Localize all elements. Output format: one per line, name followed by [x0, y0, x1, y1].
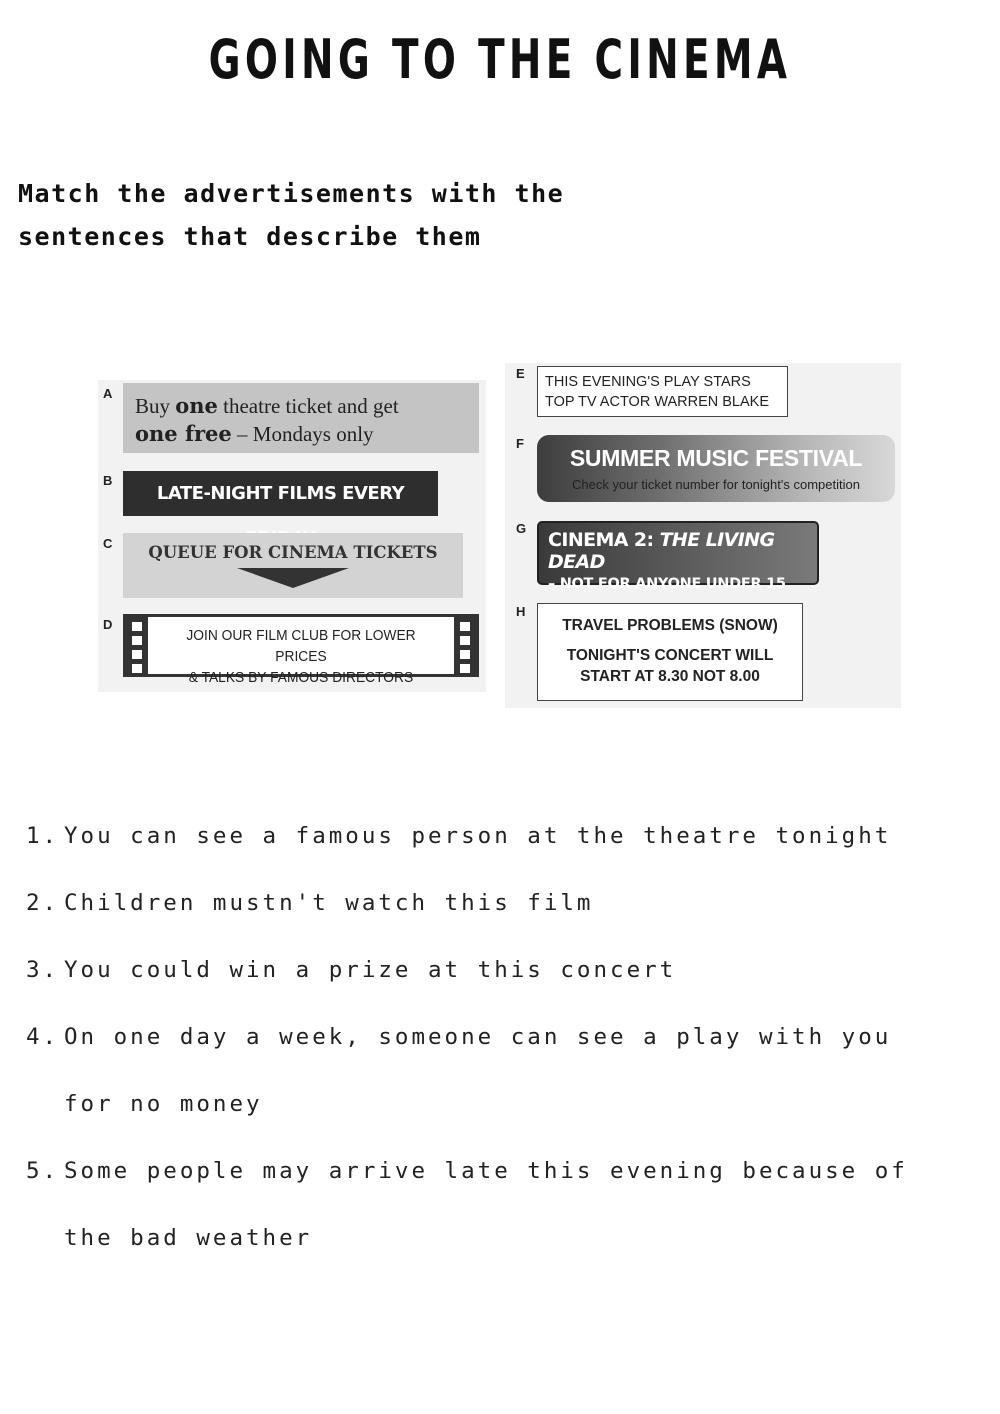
ad-letter-h: H — [516, 604, 526, 619]
ad-c-text: QUEUE FOR CINEMA TICKETS — [148, 543, 438, 562]
list-item-continuation — [26, 1071, 986, 1138]
page-title: GOING TO THE CINEMA — [208, 28, 792, 91]
ad-f-music-festival — [537, 435, 895, 502]
item-text: On one day a week, someone can see a play with you — [64, 1024, 892, 1050]
ad-h-heading: TRAVEL PROBLEMS (SNOW) — [562, 617, 778, 634]
instructions-line-2: sentences that describe them — [18, 222, 482, 251]
film-strip-icon — [454, 617, 476, 674]
ad-letter-a: A — [103, 386, 113, 401]
ad-a-text: – Mondays only — [231, 422, 374, 446]
item-number: 3. — [26, 957, 60, 983]
sentence-list — [26, 803, 986, 1272]
ad-h-line-3: START AT 8.30 NOT 8.00 — [580, 668, 760, 685]
item-text: You can see a famous person at the theatre tonight — [64, 823, 892, 849]
arrow-down-icon — [237, 568, 349, 588]
film-strip-icon — [126, 617, 148, 674]
ad-e-play-stars — [537, 366, 788, 417]
ad-d-film-club — [123, 614, 479, 686]
instructions — [18, 172, 678, 258]
ad-letter-f: F — [516, 436, 524, 451]
ad-g-age-limit: – NOT FOR ANYONE UNDER 15 — [548, 576, 786, 592]
item-number: 5. — [26, 1158, 60, 1184]
ad-b-late-night-films: LATE-NIGHT FILMS EVERY — [123, 471, 438, 516]
ad-g-film-title: THE LIVING DEAD — [548, 529, 775, 573]
list-item — [26, 870, 986, 937]
list-item — [26, 803, 986, 870]
ad-letter-c: C — [103, 536, 113, 551]
ad-f-subtext: Check your ticket number for tonight's competition — [572, 477, 860, 492]
list-item — [26, 1004, 986, 1071]
list-item — [26, 1138, 986, 1205]
ad-e-line-2: TOP TV ACTOR WARREN BLAKE — [545, 394, 770, 410]
ad-a-bold: one — [175, 393, 218, 418]
item-text: You could win a prize at this concert — [64, 957, 677, 983]
ad-c-queue-sign — [123, 533, 463, 598]
ad-letter-d: D — [103, 617, 113, 632]
ad-h-line-2: TONIGHT'S CONCERT WILL — [566, 647, 774, 664]
ad-letter-b: B — [103, 473, 113, 488]
ad-a-text: theatre ticket and get — [217, 394, 399, 418]
item-text: the bad weather — [64, 1225, 313, 1251]
ad-f-heading: SUMMER MUSIC FESTIVAL — [569, 445, 863, 471]
instructions-line-1: Match the advertisements with the — [18, 179, 565, 208]
list-item — [26, 937, 986, 1004]
ad-e-line-1: THIS EVENING'S PLAY STARS — [545, 374, 751, 390]
ad-a-text: Buy — [135, 394, 176, 418]
item-number: 1. — [26, 823, 60, 849]
item-number: 2. — [26, 890, 60, 916]
ad-d-line-2: & TALKS BY FAMOUS DIRECTORS — [188, 669, 414, 686]
ad-g-prefix: CINEMA 2: — [548, 529, 660, 551]
ad-d-text — [162, 625, 440, 688]
item-text: Children mustn't watch this film — [64, 890, 594, 916]
item-number: 4. — [26, 1024, 60, 1050]
ad-a-theatre-offer — [123, 383, 479, 453]
item-text: Some people may arrive late this evening because of — [64, 1158, 908, 1184]
ad-h-travel-problems — [537, 603, 803, 701]
ad-a-bold: one free — [135, 421, 232, 446]
item-text: for no money — [64, 1091, 263, 1117]
list-item-continuation — [26, 1205, 986, 1272]
ad-g-cinema-2 — [537, 521, 819, 592]
ad-letter-g: G — [516, 521, 527, 536]
ad-d-line-1: JOIN OUR FILM CLUB FOR LOWER PRICES — [186, 627, 416, 665]
ad-letter-e: E — [516, 366, 525, 381]
